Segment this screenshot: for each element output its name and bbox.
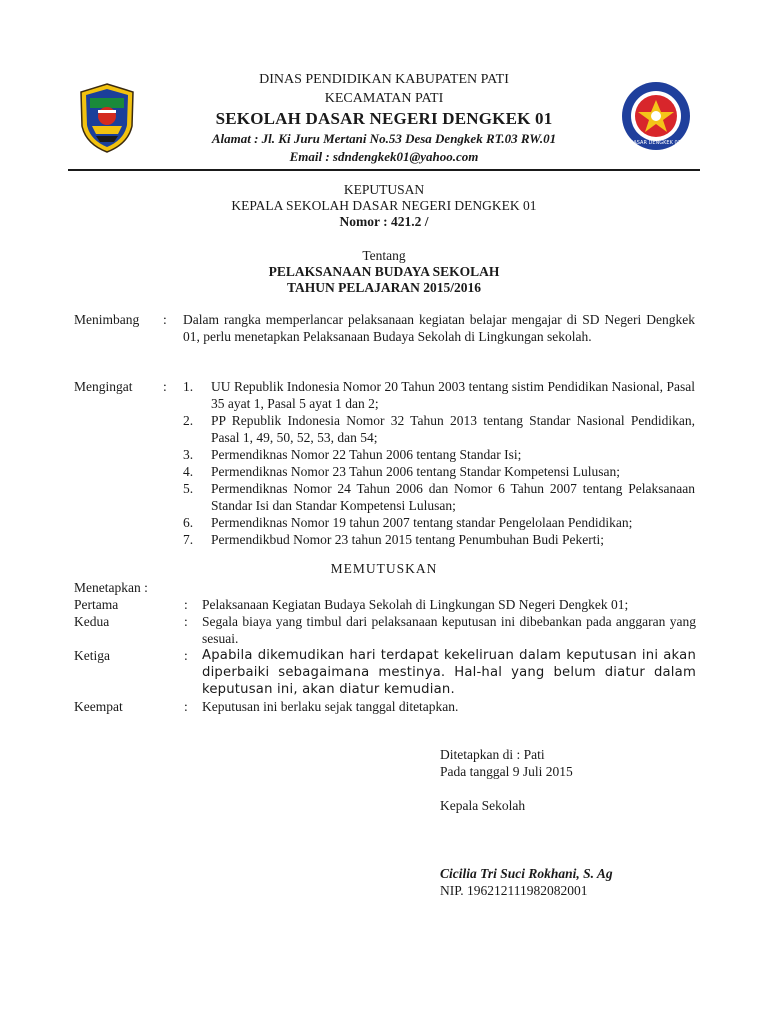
ketiga-text: Apabila dikemudikan hari terdapat kekeliruan dalam keputusan ini akan diperbaiki sebagaimana mestinya. Hal-hal yang belum diatur dalam keputusan ini, akan diatur kemudian. — [202, 648, 696, 697]
letterhead-divider — [68, 169, 700, 171]
keempat-row — [74, 698, 696, 716]
pertama-label: Pertama — [74, 597, 119, 612]
seal-lettering: SEKOLAH DASAR DENGKEK 01 · KEC.PATI — [604, 140, 708, 146]
ketiga-row — [74, 647, 696, 701]
menetapkan-row — [74, 579, 696, 597]
mengingat-label: Mengingat — [74, 379, 133, 394]
signature-position: Kepala Sekolah — [440, 798, 526, 813]
signature-date: Pada tanggal 9 Juli 2015 — [440, 764, 573, 779]
ketiga-label: Ketiga — [74, 648, 110, 663]
regency-emblem-logo — [78, 82, 136, 154]
letterhead — [68, 68, 708, 172]
kedua-text: Segala biaya yang timbul dari pelaksanaan keputusan ini dibebankan pada anggaran yang sesuai. — [202, 614, 696, 646]
school-address: Alamat : Jl. Ki Juru Mertani No.53 Desa Dengkek RT.03 RW.01 — [211, 131, 557, 146]
menetapkan-label: Menetapkan : — [74, 580, 148, 595]
keempat-text: Keputusan ini berlaku sejak tanggal ditetapkan. — [202, 699, 459, 714]
school-name: SEKOLAH DASAR NEGERI DENGKEK 01 — [215, 109, 553, 128]
list-item: 4. Permendiknas Nomor 23 Tahun 2006 tentang Standar Kompetensi Lulusan; — [183, 464, 620, 479]
list-item: 6. Permendiknas Nomor 19 tahun 2007 tentang standar Pengelolaan Pendidikan; — [183, 515, 633, 530]
signature-block — [440, 746, 720, 899]
pertama-text: Pelaksanaan Kegiatan Budaya Sekolah di Lingkungan SD Negeri Dengkek 01; — [202, 597, 629, 612]
list-item: 7. Permendikbud Nomor 23 tahun 2015 tentang Penumbuhan Budi Pekerti; — [183, 532, 604, 547]
menimbang-colon: : — [163, 312, 167, 327]
signature-place: Ditetapkan di : Pati — [440, 747, 545, 762]
list-item: 3. Permendiknas Nomor 22 Tahun 2006 tentang Standar Isi; — [183, 447, 522, 462]
letterhead-text — [148, 70, 620, 166]
district-name: KECAMATAN PATI — [324, 91, 444, 106]
kedua-colon: : — [184, 614, 188, 629]
list-item: 1. UU Republik Indonesia Nomor 20 Tahun 2003 tentang sistim Pendidikan Nasional, Pasal 35 ayat 1, Pasal 5 ayat 1 dan 2; — [183, 379, 695, 411]
signatory-nip: NIP. 196212111982082001 — [440, 883, 588, 898]
decree-title — [68, 182, 700, 296]
memutuskan-heading: MEMUTUSKAN — [330, 561, 438, 576]
menimbang-label: Menimbang — [74, 312, 140, 327]
keempat-label: Keempat — [74, 699, 123, 714]
pertama-colon: : — [184, 597, 188, 612]
keempat-colon: : — [184, 699, 188, 714]
school-seal-logo — [604, 80, 708, 152]
decree-heading: KEPUTUSAN — [343, 182, 425, 197]
school-email: Email : sdndengkek01@yahoo.com — [289, 149, 479, 164]
mengingat-list — [183, 378, 695, 548]
decree-number: Nomor : 421.2 / — [339, 214, 429, 229]
list-item: 2. PP Republik Indonesia Nomor 32 Tahun 2013 tentang Standar Nasional Pendidikan, Pasal 1, 49, 50, 52, 53, dan 54; — [183, 413, 695, 445]
kedua-label: Kedua — [74, 614, 110, 629]
list-item: 5. Permendiknas Nomor 24 Tahun 2006 dan Nomor 6 Tahun 2007 tentang Pelaksanaan Standar Isi dan Standar Kompetensi Lulusan; — [183, 481, 695, 513]
decree-subject-2: TAHUN PELAJARAN 2015/2016 — [286, 280, 481, 295]
menimbang-text: Dalam rangka memperlancar pelaksanaan kegiatan belajar mengajar di SD Negeri Dengkek 01, perlu menetapkan Pelaksanaan Budaya Sekolah di Lingkungan sekolah. — [183, 312, 695, 344]
ketiga-colon: : — [184, 648, 188, 663]
kedua-row — [74, 613, 696, 649]
agency-name: DINAS PENDIDIKAN KABUPATEN PATI — [259, 72, 509, 87]
mengingat-colon: : — [163, 379, 167, 394]
pertama-row — [74, 596, 696, 614]
decree-subject-1: PELAKSANAAN BUDAYA SEKOLAH — [268, 264, 500, 279]
menimbang-row — [74, 311, 696, 363]
decree-issuer: KEPALA SEKOLAH DASAR NEGERI DENGKEK 01 — [231, 198, 537, 213]
signatory-name: Cicilia Tri Suci Rokhani, S. Ag — [440, 866, 613, 881]
decree-tentang: Tentang — [362, 248, 406, 263]
